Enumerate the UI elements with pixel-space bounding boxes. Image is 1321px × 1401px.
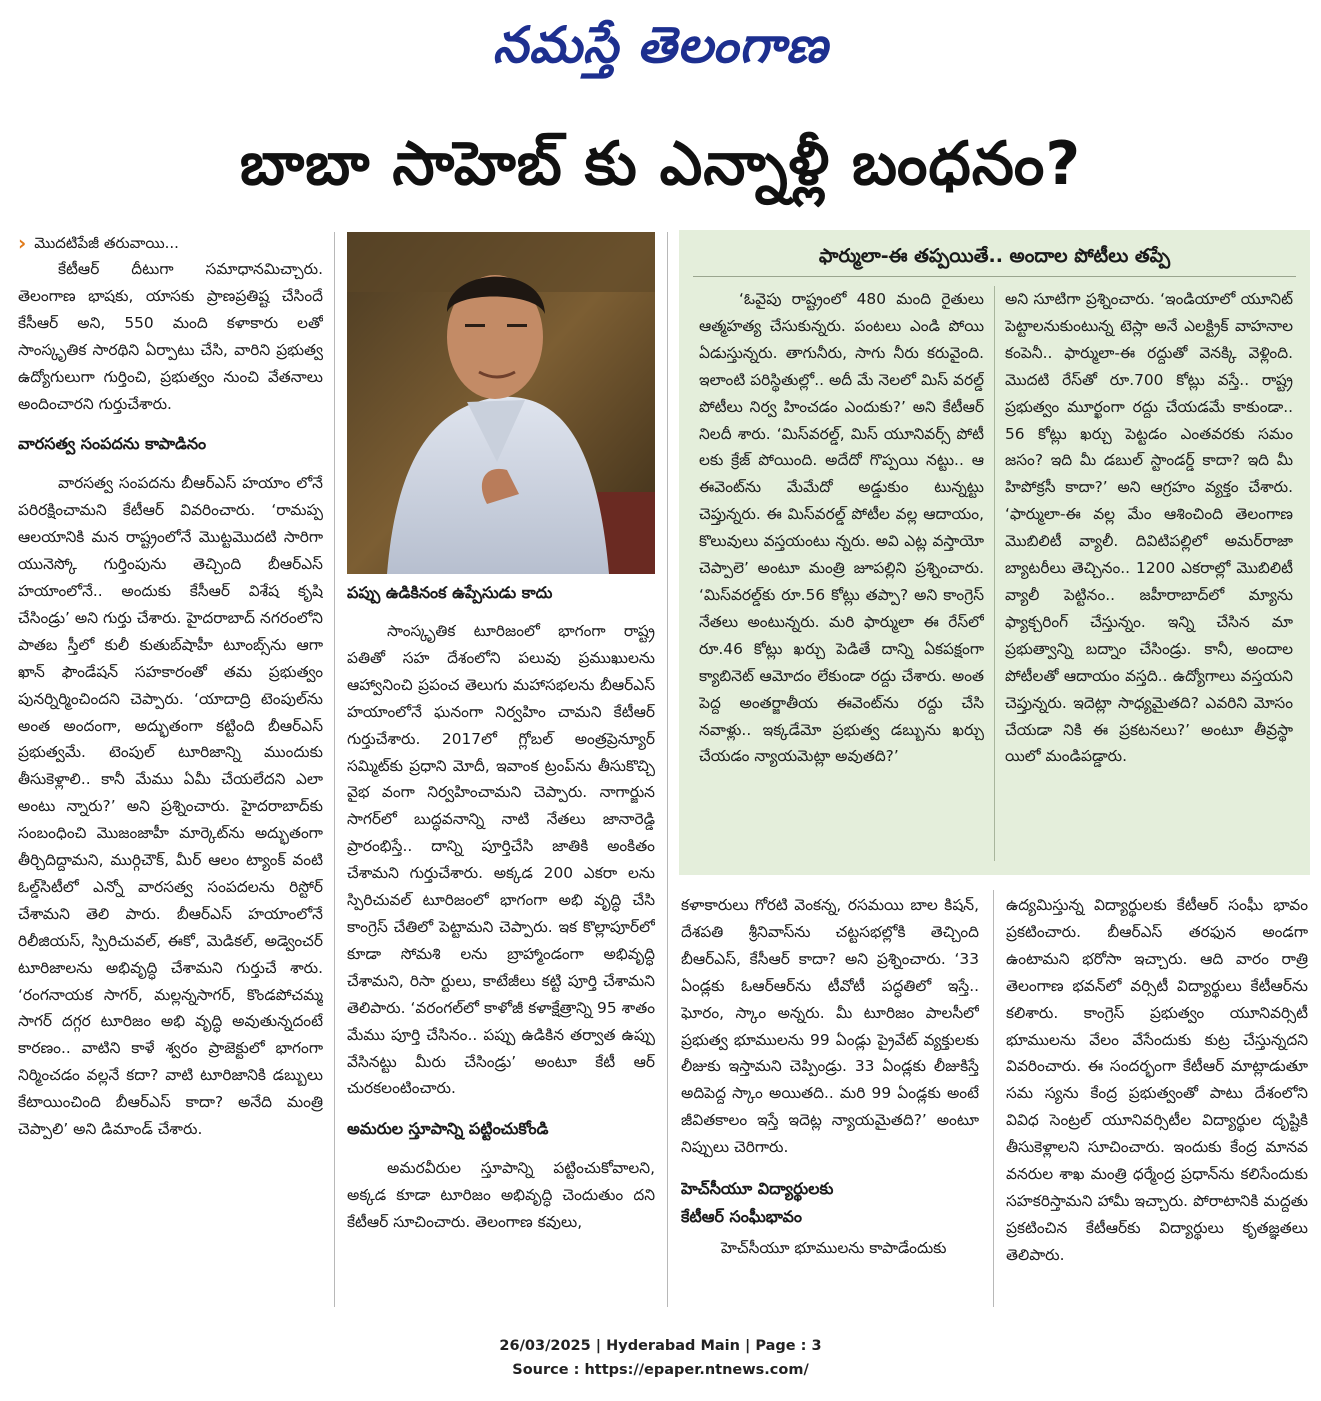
photo-caption: పప్పు ఉడికినంక ఉప్పేసుడు కాదు [347,583,553,602]
footer-edition-info: 26/03/2025 | Hyderabad Main | Page : 3 [499,1338,822,1354]
column-1 [18,230,323,1310]
subheading-heritage: వారసత్వ సంపదను కాపాడినం [18,434,207,454]
column-2 [347,618,655,1310]
article-paragraph: ‘ఓవైపు రాష్ట్రంలో 480 మంది రైతులు ఆత్మహత్య చేసుకున్నరు. పంటలు ఎండి పోయి ఏడుస్తున్నరు. తాగునీరు, సాగు నీరు కరువైంది. ఇలాంటి పరిస్థితుల్లో.. అదీ మే నెలలో మిస్ వరల్డ్ పోటీలు నిర్వ హించడం ఎందుకు?’ అని కేటీఆర్ నిలదీ శారు. ‘మిస్‌వరల్డ్, మిస్ యూనివర్స్ పోటీ లకు క్రేజ్ పోయింది. అదేదో గొప్పయి నట్టు.. ఆ ఈవెంట్‌ను మేమేదో అడ్డుకుం టున్నట్టు చెప్తున్నరు. ఈ మిస్‌వరల్డ్ పోటీల వల్ల ఆదాయం, కొలువులు వస్తయంటు న్నరు. అవి ఎట్ల వస్తాయో చెప్పాలె’ అంటూ మంత్రి జూపల్లిని ప్రశ్నించారు. ‘మిస్‌వరల్డ్‌కు రూ.56 కోట్లు తప్పా? అని కాంగ్రెస్ నేతలు అంటున్నరు. మరి ఫార్ములా ఈ రేస్‌లో రూ.46 కోట్లు ఖర్చు పెడితే దాన్ని ఏకపక్షంగా క్యాబినెట్ ఆమోదం లేకుండా రద్దు చేశారు. అంత పెద్ద అంతర్జాతీయ ఈవెంట్‌ను రద్దు చేసి నవాళ్లు.. ఇక్కడేమో ప్రభుత్వ డబ్బును ఖర్చు చేయడం న్యాయమెట్లా అవుతది?’ [699,290,984,766]
chevron-right-icon: › [18,231,27,255]
column-4 [1006,892,1308,1310]
article-paragraph: సాంస్కృతిక టూరిజంలో భాగంగా రాష్ట్ర పతితో సహ దేశంలోని పలువు ప్రముఖులను ఆహ్వానించి ప్రపంచ తెలుగు మహాసభలను బీఆర్ఎస్ హయాంలోనే ఘనంగా నిర్వహిం చామని కేటీఆర్ గుర్తుచేశారు. 2017లో గ్లోబల్ అంత్రప్రెన్యూర్ సమ్మిట్‌కు ప్రధాని మోదీ, ఇవాంక ట్రంప్‌ను తీసుకొచ్చి వైభ వంగా నిర్వహించామని చెప్పారు. నాగార్జున సాగర్‌లో బుద్ధవనాన్ని నాటి నేతలు జానారెడ్డి ప్రారంభిస్తే.. దాన్ని పూర్తిచేసి జాతికి అంకితం చేశామని గుర్తుచేశారు. అక్కడ 200 ఎకరా లను స్పిరిచువల్ టూరిజంలో భాగంగా అభి వృద్ధి చేసి కాంగ్రెస్ చేతిలో పెట్టామని చెప్పారు. ఇక కొల్లాపూర్‌లో కూడా సోమశి లను బ్రాహ్మాండంగా అభివృద్ధి చేశామని, రిసా ర్టులు, కాటేజీలు కట్టి పూర్తి చేశామని తెలిపారు. ‘వరంగల్‌లో కాళోజీ కళాక్షేత్రాన్ని 95 శాతం మేము పూర్తి చేసినం.. పప్పు ఉడికిన తర్వాత ఉప్పు వేసినట్టు మీరు చేసిండ్రు’ అంటూ కేటీ ఆర్ చురకలంటించారు. [347,622,655,1098]
box-column-left [699,286,984,870]
column-3 [681,892,979,1310]
boxed-story [679,230,1310,875]
subheading-hcu-students [681,1175,979,1231]
article-paragraph: కేటీఆర్ దీటుగా సమాధానమిచ్చారు. తెలంగాణ భాషకు, యాసకు ప్రాణప్రతిష్ట చేసిందే కేసీఆర్ అని, 550 మంది కళాకారు లతో సాంస్కృతిక సారథిని ఏర్పాటు చేసి, వారిని ప్రభుత్వ ఉద్యోగులుగా గుర్తించి, ప్రభుత్వం నుంచి వేతనాలు అందించారని గుర్తుచేశారు. [18,260,323,413]
person-speaking-photo [347,232,655,574]
article-paragraph: వారసత్వ సంపదను బీఆర్ఎస్ హయాం లోనే పరిరక్షించామని కేటీఆర్ వివరించారు. ‘రామప్ప ఆలయానికి మన రాష్ట్రంలోనే మొట్టమొదటి సారిగా యునెస్కో గుర్తింపును తెచ్చింది బీఆర్ఎస్ హయాంలోనే.. అందుకు కేసీఆర్ విశేష కృషి చేసిండ్రు’ అని గుర్తు చేశారు. హైదరాబాద్ నగరంలోని పాతబ స్తీలో కులీ కుతుబ్‌షాహీ టూంబ్స్‌ను ఆగా ఖాన్ ఫౌండేషన్ సహకారంతో తమ ప్రభుత్వం పునర్నిర్మించిందని చెప్పారు. ‘యాదాద్రి టెంపుల్‌ను అంత అందంగా, అద్భుతంగా కట్టింది బీఆర్ఎస్ ప్రభుత్వమే. టెంపుల్ టూరిజాన్ని ముందుకు తీసుకెళ్లాలి.. కానీ మేము ఏమీ చేయలేదని ఎలా అంటు న్నారు?’ అని ప్రశ్నించారు. హైదరాబాద్‌కు సంబంధించి మొజంజాహీ మార్కెట్‌ను అద్భుతంగా తీర్చిదిద్దామని, ముర్గిచౌక్, మీర్ ఆలం ట్యాంక్ వంటి ఓల్డ్‌సిటీలో ఎన్నో వారసత్వ సంపదలను రిస్టోర్ చేశామని తెలి పారు. బీఆర్ఎస్ హయాంలోనే రిలీజియస్, స్పిరిచువల్, ఈకో, మెడికల్, అడ్వెంచర్ టూరిజాలను అభివృద్ధి చేశామని గుర్తుచే శారు. ‘రంగనాయక సాగర్, మల్లన్నసాగర్, కొండపోచమ్మ సాగర్ దగ్గర టూరిజం అభి వృద్ధి అవుతున్నదంటే కారణం.. వాటిని కాళే శ్వరం ప్రాజెక్టులో భాగంగా నిర్మించడం వల్లనే కదా? వాటి టూరిజానికి డబ్బులు కేటాయించింది బీఆర్ఎస్ కాదా? అనేది మంత్రి చెప్పాలి’ అని డిమాండ్ చేశారు. [18,474,323,1139]
column-divider [667,232,668,1307]
subheading-line-1: హెచ్‌సీయూ విద్యార్థులకు [681,1179,834,1199]
article-paragraph: అని సూటిగా ప్రశ్నించారు. ‘ఇండియాలో యూనిట్ పెట్టాలనుకుంటున్న టెస్లా అనే ఎలక్ట్రిక్ వాహనాల కంపెనీ.. ఫార్ములా-ఈ రద్దుతో వెనక్కి వెళ్లింది. మొదటి రేస్‌తో రూ.700 కోట్లు వస్తే.. రాష్ట్ర ప్రభుత్వం మూర్ఖంగా రద్దు చేయడమే కాకుండా.. 56 కోట్లు ఖర్చు పెట్టడం ఎంతవరకు సమం జసం? ఇది మీ డబుల్ స్టాండర్డ్ కాదా? ఇది మీ హిపోక్రసీ కాదా?’ అని ఆగ్రహం వ్యక్తం చేశారు. ‘ఫార్ములా-ఈ వల్ల మేం ఆశించింది తెలంగాణ మొబిలిటీ వ్యాలీ. దివిటిపల్లిలో అమర్‌రాజా బ్యాటరీలు తెచ్చినం.. 1200 ఎకరాల్లో మొబిలిటీ వ్యాలీ పెట్టినం.. జహీరాబాద్‌లో మ్యాను ఫ్యాక్చరింగ్ చేస్తున్నం. ఇన్ని చేసిన మా ప్రభుత్వాన్ని బద్నాం చేసిండ్రు. కానీ, అందాల పోటీలతో ఆదాయం వస్తది.. ఉద్యోగాలు వస్తయని చెప్తున్నరు. ఇదెట్లా సాధ్యమైతది? ఎవరిని మోసం చేయడా నికి ఈ ప్రకటనలు?’ అంటూ తీవ్రస్థా యిలో మండిపడ్డారు. [1005,290,1293,766]
footer-source-link[interactable]: Source : https://epaper.ntnews.com/ [512,1362,809,1378]
column-divider [993,890,994,1307]
box-column-divider [994,286,995,861]
box-column-right [1005,286,1293,870]
news-photo [347,232,655,574]
headline: బాబా సాహెబ్ కు ఎన్నాళ్లీ బంధనం? [239,129,1082,199]
masthead: నమస్తే తెలంగాణ [492,15,829,74]
subheading-line-2: కేటీఆర్ సంఘీభావం [681,1207,802,1227]
article-paragraph: ఉద్యమిస్తున్న విద్యార్థులకు కేటీఆర్ సంఘీ భావం ప్రకటించారు. బీఆర్ఎస్ తరఫున అండగా ఉంటామని భరోసా ఇచ్చారు. ఆది వారం రాత్రి తెలంగాణ భవన్‌లో వర్సిటీ విద్యార్థులు కేటీఆర్‌ను కలిశారు. కాంగ్రెస్ ప్రభుత్వం యూనివర్సిటీ భూములను వేలం వేసేందుకు కుట్ర చేస్తున్నదని వివరించారు. ఈ సందర్భంగా కేటీఆర్ మాట్లాడుతూ సమ స్యను కేంద్ర ప్రభుత్వంతో పాటు దేశంలోని వివిధ సెంట్రల్ యూనివర్సిటీల విద్యార్థుల దృష్టికి తీసుకెళ్లాలని సూచించారు. ఇందుకు కేంద్ర మానవ వనరుల శాఖ మంత్రి ధర్మేంద్ర ప్రధాన్‌ను కలిసేందుకు సహకరిస్తామని హామీ ఇచ్చారు. పోరాటానికి మద్దతు ప్రకటించిన కేటీఆర్‌కు విద్యార్థులు కృతజ్ఞతలు తెలిపారు. [1006,896,1308,1264]
box-title-rule [693,276,1296,277]
article-paragraph: కళాకారులు గోరటి వెంకన్న, రసమయి బాల కిషన్, దేశపతి శ్రీనివాస్‌ను చట్టసభల్లోకి తెచ్చింది బీఆర్ఎస్, కేసీఆర్ కాదా? అని ప్రశ్నించారు. ‘33 ఏండ్లకు ఓఆర్ఆర్‌ను టీవోటీ పద్ధతిలో ఇస్తే.. ఘోరం, స్కాం అన్నరు. మీ టూరిజం పాలసీలో ప్రభుత్వ భూములను 99 ఏండ్లు ప్రైవేట్ వ్యక్తులకు లీజుకు ఇస్తామని చెప్పిండ్రు. 33 ఏండ్లకు లీజుకిస్తే అదిపెద్ద స్కాం అయితది.. మరి 99 ఏండ్లకు అంటే జీవితకాలం ఇస్తే ఇదెట్ల న్యాయమైతది?’ అంటూ నిప్పులు చెరిగారు. [681,896,979,1157]
article-paragraph: హెచ్‌సీయూ భూములను కాపాడేందుకు [721,1239,947,1258]
continued-from-front-page [18,230,323,256]
subheading-martyrs-memorial: అమరుల స్తూపాన్ని పట్టించుకోండి [347,1119,549,1139]
article-paragraph: అమరవీరుల స్తూపాన్ని పట్టించుకోవాలని, అక్కడ కూడా టూరిజం అభివృద్ధి చెందుతుం దని కేటీఆర్ సూచించారు. తెలంగాణ కవులు, [347,1159,655,1232]
jump-label: మొదటిపేజీ తరువాయి... [34,233,179,252]
box-title: ఫార్ములా-ఈ తప్పయితే.. అందాల పోటీలు తప్పే [818,245,1171,267]
column-divider [334,232,335,1307]
